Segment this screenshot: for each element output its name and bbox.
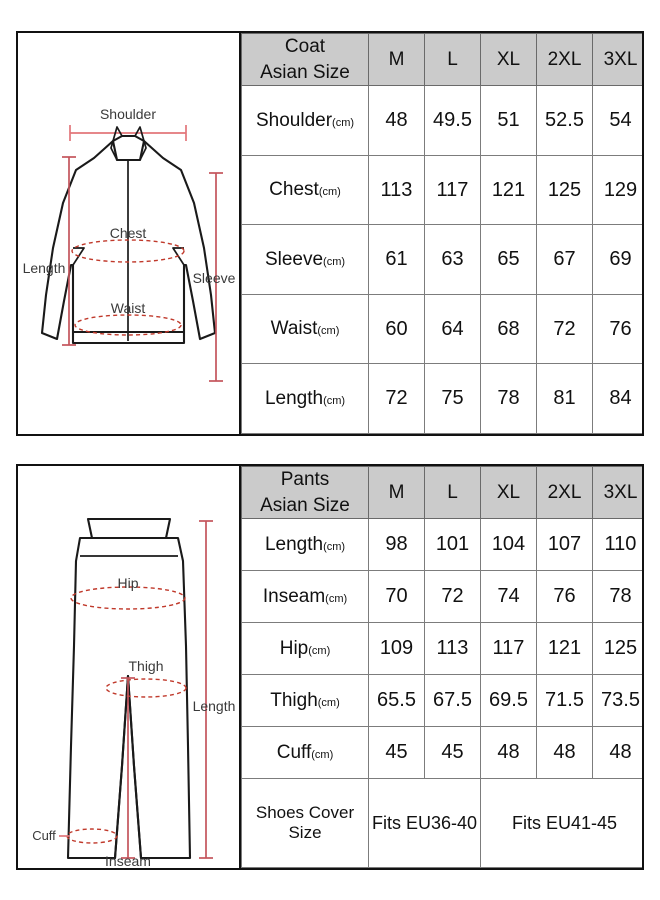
pants-illustration (18, 466, 239, 868)
pants-row-label-cuff-text: Cuff (276, 741, 312, 763)
pants-size-3xl: 3XL (593, 467, 645, 519)
coat-size-l: L (425, 34, 481, 86)
pants-size-l: L (425, 467, 481, 519)
coat-row-label-chest-text: Chest (269, 179, 319, 201)
pants-thigh-2xl: 71.5 (537, 675, 593, 727)
unit-cm: (cm) (311, 748, 334, 761)
pants-length-xl: 104 (481, 519, 537, 571)
table-row (242, 364, 645, 434)
pants-header-name (242, 467, 369, 519)
table-row (242, 727, 645, 779)
pants-cuff-l: 45 (425, 727, 481, 779)
coat-panel (16, 31, 644, 436)
pants-header-line2: Asian Size (260, 494, 350, 516)
coat-row-label-waist-text: Waist (270, 318, 318, 340)
table-row (242, 623, 645, 675)
coat-table-header-row (242, 34, 645, 86)
cuff-ellipse (67, 829, 117, 843)
pants-inseam-2xl: 76 (537, 571, 593, 623)
pants-row-label-hip (242, 623, 369, 675)
pants-outline (68, 519, 190, 858)
pants-cuff-label: Cuff (32, 828, 56, 843)
coat-shoulder-l: 49.5 (425, 86, 481, 156)
pants-inseam-3xl: 78 (593, 571, 645, 623)
coat-shoulder-m: 48 (369, 86, 425, 156)
coat-diagram (18, 33, 241, 434)
coat-sleeve-label: Sleeve (192, 270, 236, 286)
pants-hip-2xl: 121 (537, 623, 593, 675)
pants-length-3xl: 110 (593, 519, 645, 571)
pants-row-label-length (242, 519, 369, 571)
coat-size-m: M (369, 34, 425, 86)
coat-chest-m: 113 (369, 155, 425, 225)
thigh-ellipse (106, 679, 186, 697)
coat-size-2xl: 2XL (537, 34, 593, 86)
coat-table-wrap (241, 33, 644, 434)
pants-size-m: M (369, 467, 425, 519)
coat-row-label-sleeve-text: Sleeve (264, 248, 324, 270)
pants-row-label-thigh (242, 675, 369, 727)
pants-thigh-m: 65.5 (369, 675, 425, 727)
pants-panel (16, 464, 644, 870)
coat-length-label: Length (22, 260, 66, 276)
pants-hip-l: 113 (425, 623, 481, 675)
coat-chest-xl: 121 (481, 155, 537, 225)
unit-cm: (cm) (317, 696, 340, 709)
pants-inseam-m: 70 (369, 571, 425, 623)
unit-cm: (cm) (317, 325, 340, 338)
table-row (242, 225, 645, 295)
pants-size-table (241, 466, 644, 868)
coat-length-l: 75 (425, 364, 481, 434)
coat-header-name (242, 34, 369, 86)
table-row (242, 294, 645, 364)
unit-cm: (cm) (323, 540, 346, 553)
coat-length-2xl: 81 (537, 364, 593, 434)
pants-length-measure-line (199, 521, 213, 858)
coat-waist-xl: 68 (481, 294, 537, 364)
coat-row-label-length-text: Length (264, 387, 324, 409)
coat-illustration (18, 33, 239, 434)
coat-shoulder-3xl: 54 (593, 86, 645, 156)
pants-table-wrap (241, 466, 644, 868)
unit-cm: (cm) (323, 255, 346, 268)
pants-hip-xl: 117 (481, 623, 537, 675)
pants-length-2xl: 107 (537, 519, 593, 571)
coat-row-label-shoulder-text: Shoulder (255, 109, 333, 131)
unit-cm: (cm) (308, 644, 331, 657)
coat-sleeve-2xl: 67 (537, 225, 593, 295)
shoulder-measure-line (70, 125, 186, 141)
pants-thigh-3xl: 73.5 (593, 675, 645, 727)
shoes-cover-size-value-small: Fits EU36-40 (369, 779, 481, 868)
coat-waist-3xl: 76 (593, 294, 645, 364)
pants-size-2xl: 2XL (537, 467, 593, 519)
inseam-measure-line (121, 678, 135, 858)
coat-size-table (241, 33, 644, 434)
pants-cuff-3xl: 48 (593, 727, 645, 779)
pants-inseam-l: 72 (425, 571, 481, 623)
coat-sleeve-3xl: 69 (593, 225, 645, 295)
pants-cuff-2xl: 48 (537, 727, 593, 779)
coat-header-line2: Asian Size (260, 61, 350, 83)
coat-shoulder-2xl: 52.5 (537, 86, 593, 156)
coat-chest-label: Chest (109, 225, 147, 241)
coat-sleeve-m: 61 (369, 225, 425, 295)
pants-hip-label: Hip (117, 575, 139, 591)
pants-thigh-xl: 69.5 (481, 675, 537, 727)
pants-length-m: 98 (369, 519, 425, 571)
pants-header-line1: Pants (280, 469, 330, 490)
pants-row-label-hip-text: Hip (279, 637, 309, 659)
pants-size-xl: XL (481, 467, 537, 519)
unit-cm: (cm) (325, 592, 348, 605)
coat-waist-l: 64 (425, 294, 481, 364)
pants-cuff-xl: 48 (481, 727, 537, 779)
coat-row-label-waist (242, 294, 369, 364)
coat-chest-3xl: 129 (593, 155, 645, 225)
pants-length-l: 101 (425, 519, 481, 571)
coat-row-label-chest (242, 155, 369, 225)
pants-row-label-inseam-text: Inseam (262, 585, 326, 607)
coat-row-label-sleeve (242, 225, 369, 295)
pants-inseam-label: Inseam (105, 853, 151, 868)
pants-row-label-thigh-text: Thigh (270, 689, 318, 711)
coat-length-xl: 78 (481, 364, 537, 434)
coat-length-3xl: 84 (593, 364, 645, 434)
coat-header-line1: Coat (284, 36, 326, 57)
shoes-cover-row (242, 779, 645, 868)
coat-sleeve-xl: 65 (481, 225, 537, 295)
pants-diagram (18, 466, 241, 868)
coat-row-label-length (242, 364, 369, 434)
table-row (242, 571, 645, 623)
coat-waist-m: 60 (369, 294, 425, 364)
table-row (242, 519, 645, 571)
unit-cm: (cm) (323, 394, 346, 407)
pants-cuff-m: 45 (369, 727, 425, 779)
table-row (242, 155, 645, 225)
coat-length-m: 72 (369, 364, 425, 434)
coat-size-3xl: 3XL (593, 34, 645, 86)
coat-shoulder-label: Shoulder (99, 106, 157, 122)
pants-row-label-inseam (242, 571, 369, 623)
pants-thigh-label: Thigh (128, 658, 164, 674)
shoes-cover-size-label: Shoes Cover Size (242, 779, 369, 868)
pants-thigh-l: 67.5 (425, 675, 481, 727)
coat-waist-label: Waist (110, 300, 146, 316)
unit-cm: (cm) (332, 116, 355, 129)
pants-row-label-length-text: Length (264, 533, 324, 555)
pants-length-label: Length (192, 698, 236, 714)
coat-sleeve-l: 63 (425, 225, 481, 295)
unit-cm: (cm) (318, 186, 341, 199)
pants-hip-3xl: 125 (593, 623, 645, 675)
coat-chest-l: 117 (425, 155, 481, 225)
pants-hip-m: 109 (369, 623, 425, 675)
table-row (242, 675, 645, 727)
coat-chest-2xl: 125 (537, 155, 593, 225)
coat-row-label-shoulder (242, 86, 369, 156)
pants-inseam-xl: 74 (481, 571, 537, 623)
coat-waist-2xl: 72 (537, 294, 593, 364)
pants-row-label-cuff (242, 727, 369, 779)
pants-table-header-row (242, 467, 645, 519)
table-row (242, 86, 645, 156)
shoes-cover-size-value-large: Fits EU41-45 (481, 779, 645, 868)
coat-shoulder-xl: 51 (481, 86, 537, 156)
coat-size-xl: XL (481, 34, 537, 86)
